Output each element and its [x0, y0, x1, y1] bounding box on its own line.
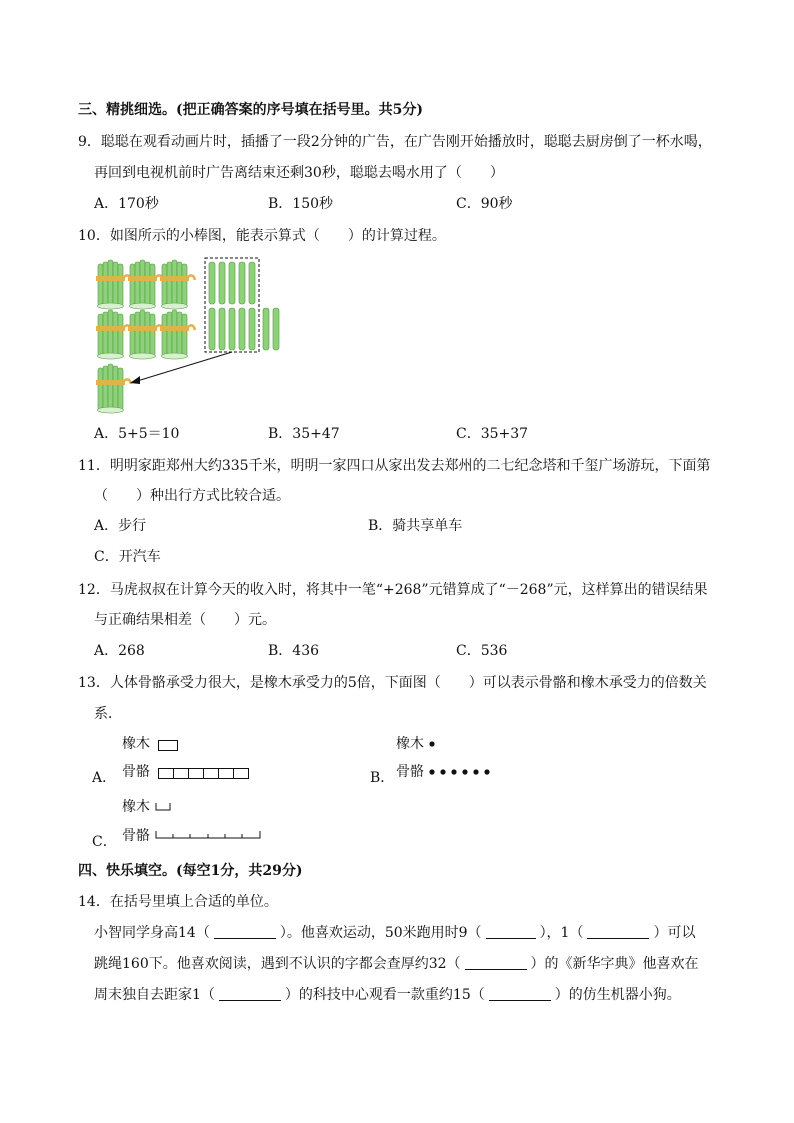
section-4-header [78, 861, 302, 881]
option-a-bone-label: 骨骼 [122, 764, 150, 780]
bundle-6 [160, 310, 195, 359]
question-10-option-b: B．35+47 [268, 426, 340, 442]
question-11-line-2: （ ）种出行方式比较合适。 [94, 488, 290, 504]
section-4-title: 四、快乐填空。 [78, 863, 176, 879]
option-a-oak-label: 橡木 [122, 736, 150, 752]
arrow-head-icon [130, 376, 140, 384]
option-b-bone-label: 骨骼 [396, 764, 424, 780]
question-9-option-a: A．170秒 [94, 196, 159, 212]
answer-blank-6[interactable] [489, 986, 551, 1001]
option-c-label: C． [92, 834, 117, 850]
question-12-option-a: A．268 [94, 643, 145, 659]
option-b-label: B． [370, 770, 395, 786]
question-12-line-1: 12．马虎叔叔在计算今天的收入时，将其中一笔“+268”元错算成了“－268”元，这样算出的错误结果 [78, 582, 708, 598]
option-a-bone-boxes [158, 768, 249, 779]
question-9-option-c: C．90秒 [456, 196, 513, 212]
option-c-oak-segment [154, 800, 174, 812]
question-11-option-a: A．步行 [94, 518, 147, 534]
option-b-oak-label: 橡木 [396, 736, 424, 752]
answer-blank-1[interactable] [214, 924, 276, 939]
bundle-4 [96, 310, 131, 359]
question-11-option-b: B．骑共享单车 [368, 518, 463, 534]
option-a-label: A． [92, 770, 117, 786]
answer-blank-4[interactable] [465, 955, 527, 970]
bundle-2 [128, 260, 163, 309]
question-12-line-2: 与正确结果相差（ ）元。 [94, 612, 276, 628]
question-14-paragraph-line-3: 周末独自去距家1（ ）的科技中心观看一款重约15（ ）的仿生机器小狗。 [94, 987, 681, 1003]
question-9-option-b: B．150秒 [268, 196, 334, 212]
question-11-line-1: 11．明明家距郑州大约335千米，明明一家四口从家出发去郑州的二七纪念塔和千玺广场游玩，下面第 [78, 458, 711, 474]
question-10-option-a: A．5+5＝10 [94, 426, 180, 442]
question-13-line-2: 系． [94, 706, 122, 722]
option-a-oak-box [158, 740, 178, 751]
bundle-3 [160, 260, 195, 309]
question-14-line-1: 14．在括号里填上合适的单位。 [78, 894, 278, 910]
bundle-1 [96, 260, 131, 309]
section-4-note: (每空1分，共29分) [176, 863, 303, 879]
question-11-option-c: C．开汽车 [94, 549, 161, 565]
bundle-5 [128, 310, 163, 359]
option-c-bone-label: 骨骼 [122, 828, 150, 844]
section-3-note: (把正确答案的序号填在括号里。共5分) [176, 102, 423, 118]
option-b-bone-dots-icon [428, 766, 498, 778]
question-12-option-c: C．536 [456, 643, 508, 659]
sticks-figure [94, 254, 294, 414]
section-3-header [78, 100, 423, 120]
bundle-result [96, 364, 131, 413]
question-13-line-1: 13．人体骨骼承受力很大，是橡木承受力的5倍，下面图（ ）可以表示骨骼和橡木承受力的倍数关 [78, 675, 707, 691]
option-c-bone-segments [154, 828, 266, 840]
option-b-oak-dot-icon [428, 738, 438, 750]
question-14-paragraph-line-2: 跳绳160下。他喜欢阅读，遇到不认识的字都会查厚约32（ ）的《新华字典》他喜欢在 [94, 956, 699, 972]
option-c-oak-label: 橡木 [122, 799, 150, 815]
question-10-option-c: C．35+37 [456, 426, 529, 442]
answer-blank-3[interactable] [587, 924, 649, 939]
question-9-line-1: 9．聪聪在观看动画片时，插播了一段2分钟的广告，在广告刚开始播放时，聪聪去厨房倒了一杯水喝， [78, 134, 712, 150]
answer-blank-5[interactable] [219, 986, 281, 1001]
question-14-paragraph-line-1: 小智同学身高14（ ）。他喜欢运动，50米跑用时9（ ），1（ ）可以 [94, 925, 696, 941]
question-12-option-b: B．436 [268, 643, 320, 659]
question-9-line-2: 再回到电视机前时广告离结束还剩30秒，聪聪去喝水用了（ ） [94, 165, 504, 181]
section-3-title: 三、精挑细选。 [78, 102, 176, 118]
answer-blank-2[interactable] [486, 924, 536, 939]
question-10-line-1: 10．如图所示的小棒图，能表示算式（ ）的计算过程。 [78, 228, 446, 244]
